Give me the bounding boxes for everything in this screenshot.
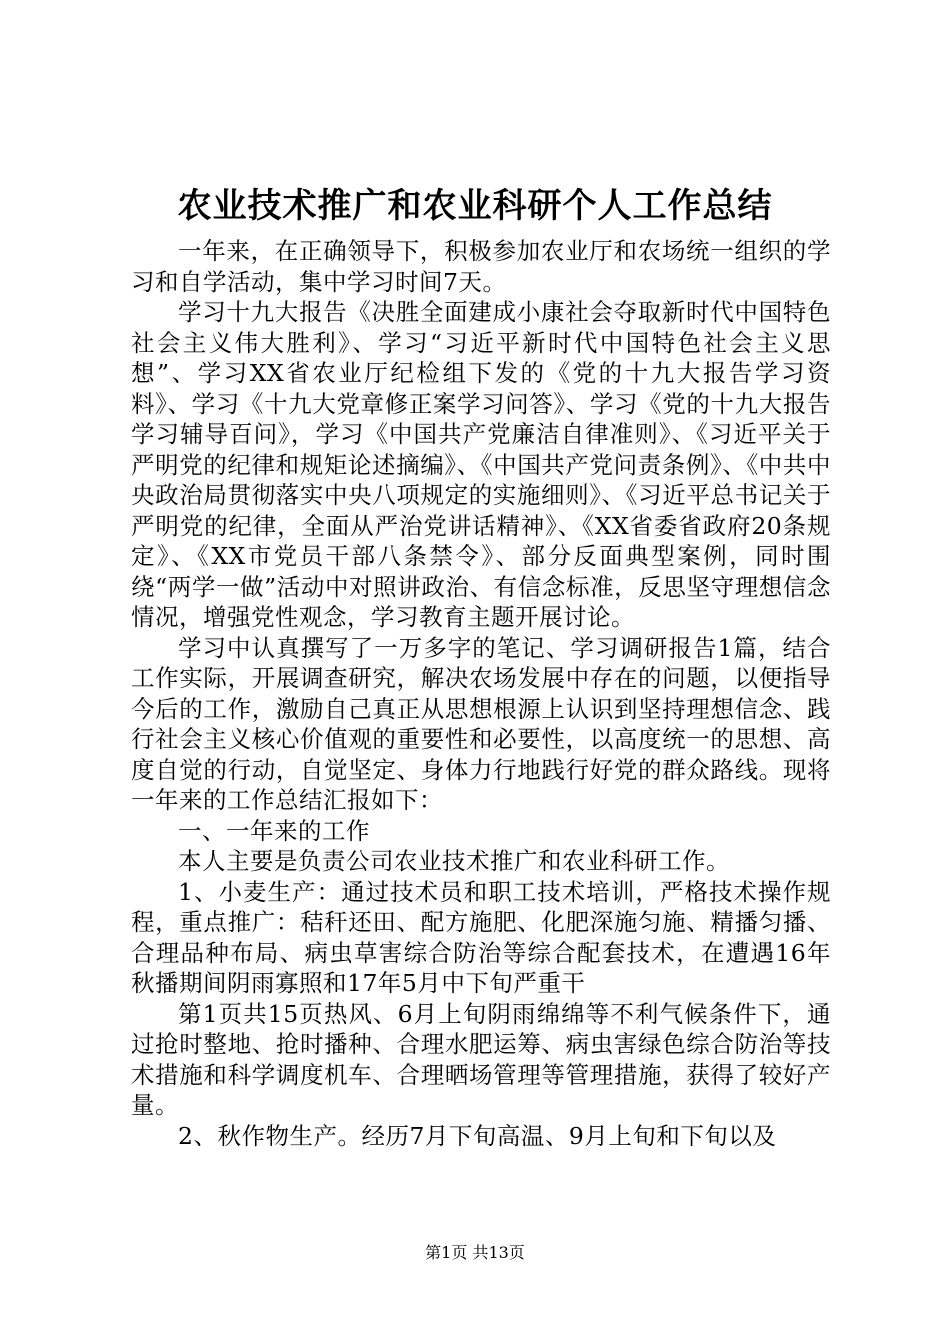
- paragraph: 一年来，在正确领导下，积极参加农业厅和农场统一组织的学习和自学活动，集中学习时间7天。: [131, 237, 831, 296]
- paragraph: 第1页共15页热风、6月上旬阴雨绵绵等不利气候条件下，通过抢时整地、抢时播种、合理水肥运筹、病虫害绿色综合防治等技术措施和科学调度机车、合理晒场管理等管理措施，获得了较好产量。: [131, 999, 831, 1119]
- document-title: 农业技术推广和农业科研个人工作总结: [177, 186, 773, 226]
- section-heading: 一、一年来的工作: [178, 816, 370, 845]
- paragraph: 本人主要是负责公司农业技术推广和农业科研工作。: [178, 847, 730, 875]
- paragraph: 2、秋作物生产。经历7月下旬高温、9月上旬和下旬以及: [178, 1121, 777, 1150]
- paragraph: 1、小麦生产：通过技术员和职工技术培训，严格技术操作规程，重点推广：秸秆还田、配方施肥、化肥深施匀施、精播匀播、合理品种布局、病虫草害综合防治等综合配套技术，在遭遇16年秋播期间阴雨寡照和17年5月中下旬严重干: [131, 877, 831, 997]
- document-body: [131, 236, 831, 1151]
- paragraph: 学习十九大报告《决胜全面建成小康社会夺取新时代中国特色社会主义伟大胜利》、学习“习近平新时代中国特色社会主义思想”、学习XX省农业厅纪检组下发的《党的十九大报告学习资料》、学习《十九大党章修正案学习问答》、学习《党的十九大报告学习辅导百问》，学习《中国共产党廉洁自律准则》、《习近平关于严明党的纪律和规矩论述摘编》、《中国共产党问责条例》、《中共中央政治局贯彻落实中央八项规定的实施细则》、《习近平总书记关于严明党的纪律，全面从严治党讲话精神》、《XX省委省政府20条规定》、《XX市党员干部八条禁令》、部分反面典型案例，同时围绕“两学一做”活动中对照讲政治、有信念标准，反思坚守理想信念情况，增强党性观念，学习教育主题开展讨论。: [131, 298, 831, 631]
- page-number-footer: 第1页 共13页: [425, 1243, 525, 1262]
- paragraph: 学习中认真撰写了一万多字的笔记、学习调研报告1篇，结合工作实际，开展调查研究，解决农场发展中存在的问题，以便指导今后的工作，激励自己真正从思想根源上认识到坚持理想信念、践行社会主义核心价值观的重要性和必要性，以高度统一的思想、高度自觉的行动，自觉坚定、身体力行地践行好党的群众路线。现将一年来的工作总结汇报如下：: [131, 633, 831, 814]
